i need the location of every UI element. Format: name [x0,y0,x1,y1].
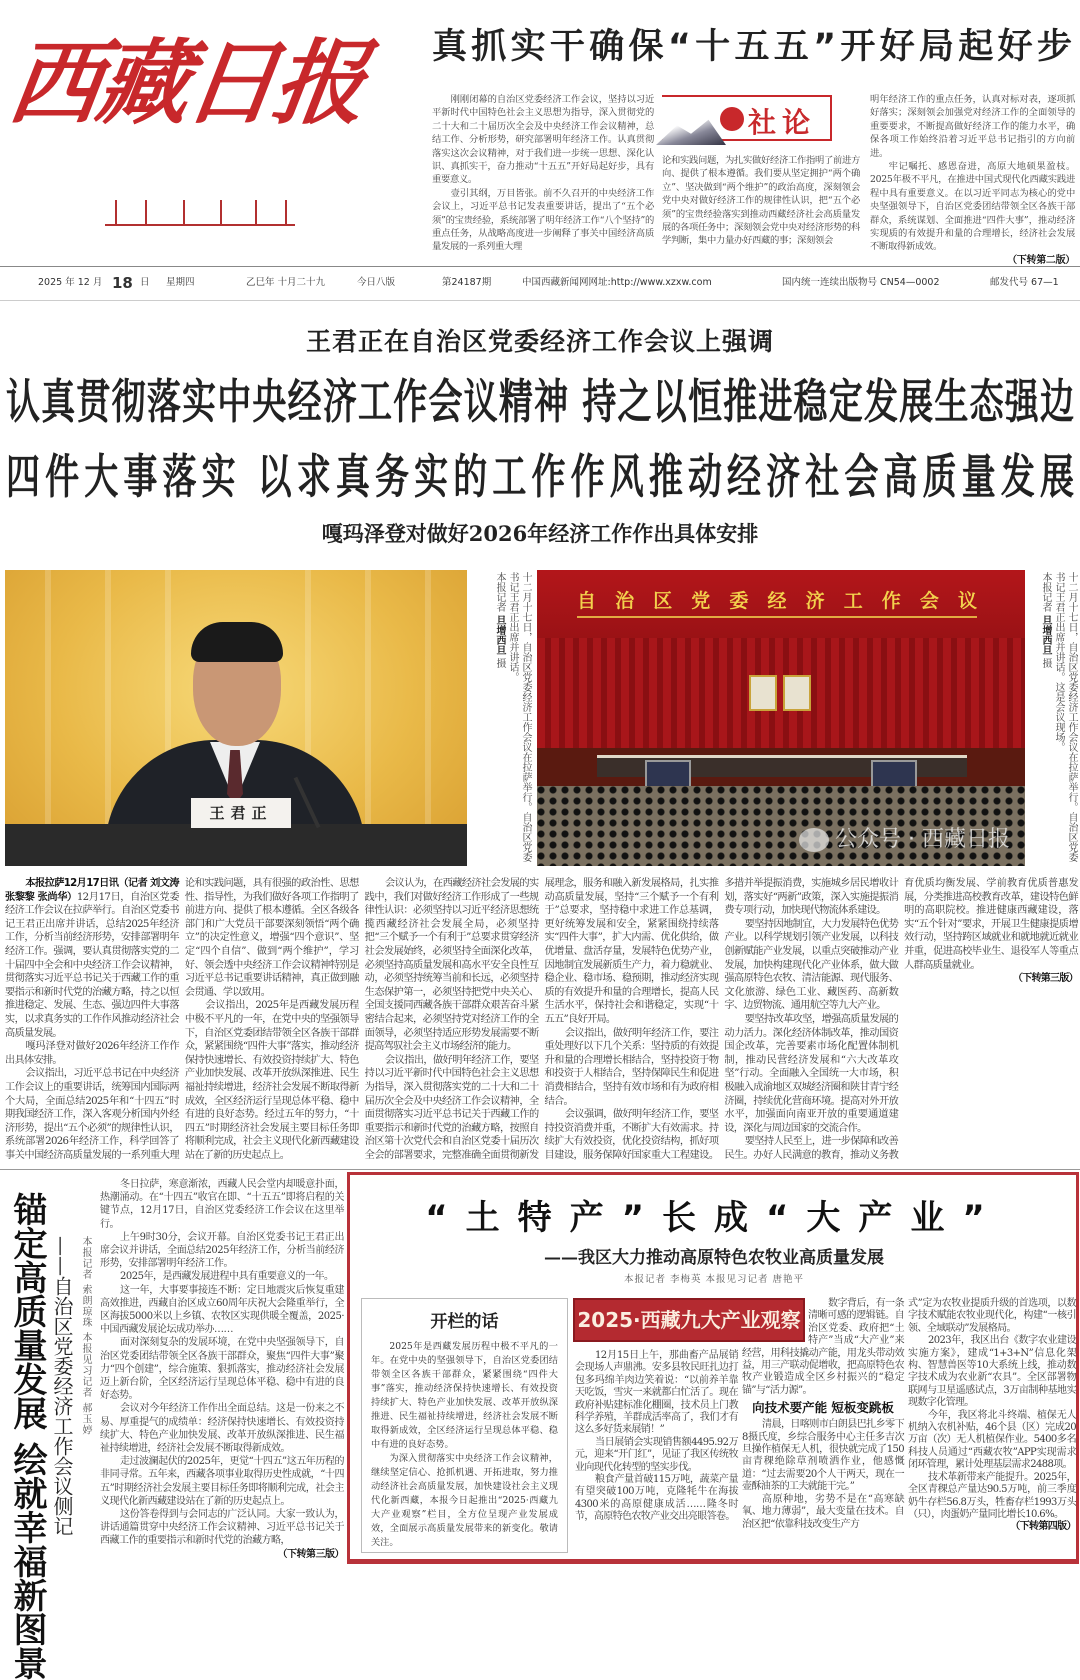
side-headline: 锚定高质量发展 绘就幸福新图景 [7,1192,47,1680]
divider [0,1169,1080,1170]
column-intro-box: 开栏的话 2025年是西藏发展历程中极不平凡的一年。在党中央的坚强领导下，自治区党委团结带领全区各族干部群众，紧紧围绕“四件大事”落实，推动经济保持快速增长、有效投资持续扩大、特色产业加快发展、改革开放纵深推进、民生福祉持续增进，经济社会发展不断取得新成效，全区经济运行呈现总体平稳、稳中有进的良好态势。 为深入贯彻落实中央经济工作会议精神，继续坚定信心、抢抓机遇、开拓进取，努力推动经济社会高质量发展，加快建设社会主义现代化新西藏，本报今日起推出“2025·西藏九大产业观察”栏目，全方位呈现产业发展成效，全面展示高质量发展带来的新变化。敬请关注。 [361,1298,568,1553]
lead-headline-line1: 认真贯彻落实中央经济工作会议精神 持之以恒推进稳定发展生态强边 [6,375,1074,431]
continued-note: （下转第三版） [277,1548,344,1560]
editorial-column-3: 明年经济工作的重点任务，认真对标对表，逐项抓好落实；深刻领会加强党对经济工作的全面领导的重要要求，不断提高做好经济工作的能力水平，确保各项工作始终沿着习近平总书记指引的方向前进。 牢记嘱托、感恩奋进，高原大地硕果盈枝。2025年极不平凡，在推进中国式现代化西藏实践进程中具有重要意义。在以习近平同志为核心的党中央坚强领导下，自治区党委团结带领全区各族干部群众，系统谋划、全面推进“四件大事”，推动经济实现质的有效提升和量的合理增长，经济社会发展不断取得新成效。 （下转第二版） [870,94,1075,266]
lead-subhead: 嘎玛泽登对做好2026年经济工作作出具体安排 [321,521,759,546]
continued-note: （下转第四版） [1010,1521,1076,1533]
editorial-column-1 [432,93,654,263]
column-banner: 2025·西藏九大产业观察 [573,1298,805,1342]
dateline: 本报拉萨12月17日讯（记者 刘文涛 张黎黎 张尚华） [5,878,179,903]
hall-banner: 自治区党委经济工作会议 [577,590,977,612]
newspaper-logo: 西藏日报 [2,29,370,137]
nameplate: 王君正 [191,798,291,828]
lead-article-body: 本报拉萨12月17日讯（记者 刘文涛 张黎黎 张尚华）12月17日，自治区党委经济工作会议在拉萨举行。自治区党委书记王君正出席并讲话，总结2025年经济工作，分析当前经济形势，安排部署明年经济工作。强调，要认真贯彻落实党的二十届四中全会和中央经济工作会议精神，贯彻落实习近平总书记关于西藏工作的重要指示和新时代党的治藏方略，持之以恒推进稳定、发展、生态、强边四件大事落实，以求真务实的工作作风推动经济社会高质量发展。 嘎玛泽登对做好2026年经济工作作出具体安排。 会议指出，习近平总书记在中央经济工作会议上的重要讲话，统筹国内国际两个大局，全面总结2025年和“十四五”时期我国经济工作，深入客观分析国内外经济形势，提出“五个必须”的规律性认识，系统部署2026年经济工作，科学回答了事关中国经济高质量发展的一系列重大理论和实践问题，具有很强的政治性、思想性、指导性，为我们做好各项工作指明了前进方向、提供了根本遵循。全区各级各部门和广大党员干部要深刻领悟“两个确立”的决定性意义，增强“四个意识”、坚定“四个自信”、做到“两个维护”，学习好、领会透中央经济工作会议精神特别是习近平总书记重要讲话精神，真正做到融会贯通、学以致用。 会议指出，2025年是西藏发展历程中极不平凡的一年，在党中央的坚强领导下，自治区党委团结带领全区各族干部群众，紧紧围绕“四件大事”落实，推动经济保持快速增长、有效投资持续扩大、特色产业加快发展、改革开放纵深推进、民生福祉持续增进，经济社会发展不断取得新成效，全区经济运行呈现总体平稳、稳中有进的良好态势。经过五年的努力，“十四五”时期经济社会发展主要目标任务即将顺利完成，社会主义现代化新西藏建设站在了新的历史起点上。 会议认为，在西藏经济社会发展的实践中，我们对做好经济工作形成了一些规律性认识：必须坚持以习近平经济思想统揽西藏经济社会发展全局，必须坚持把“三个赋予一个有利于”总要求贯穿经济社会发展始终，必须坚持全面深化改革，必须坚持高质量发展和高水平安全良性互动，必须坚持统筹当前和长远，必须坚持生态保护第一，必须坚持把党中央关心、全国支援同西藏各族干部群众艰苦奋斗紧密结合起来，必须坚持党对经济工作的全面领导，必须坚持适应形势发展需要不断提高驾驭社会主义市场经济的能力。 会议指出，做好明年经济工作，要坚持以习近平新时代中国特色社会主义思想为指导，深入贯彻落实党的二十大和二十届历次全会及中央经济工作会议精神，全面贯彻落实习近平总书记关于西藏工作的重要指示和新时代党的治藏方略，按照自治区第十次党代会和自治区党委十届历次全会的部署要求，完整准确全面贯彻新发展理念，服务和融入新发展格局，扎实推动高质量发展，坚持“三个赋予一个有利于”总要求，坚持稳中求进工作总基调，更好统筹发展和安全，紧紧围绕持续落实“四件大事”，扩大内需、优化供给，做优增量、盘活存量，发展特色优势产业，因地制宜发展新质生产力，着力稳就业、稳企业、稳市场、稳预期，推动经济实现质的有效提升和量的合理增长，提高人民生活水平，保持社会和谐稳定，实现“十五五”良好开局。 会议指出，做好明年经济工作，要注重处理好以下几个关系：坚持质的有效提升和量的合理增长相结合，坚持投资于物和投资于人相结合，坚持保障民生和促进消费相结合，坚持有效市场和有为政府相结合。 会议强调，做好明年经济工作，要坚持投资消费并重，不断扩大有效需求。持续扩大有效投资，优化投资结构，抓好项目建设，服务保障好国家重大工程建设。多措并举提振消费，实施城乡居民增收计划，落实好“两新”政策，深入实施提振消费专项行动，加快现代物流体系建设。 要坚持因地制宜，大力发展特色优势产业。以科学规划引领产业发展，以科技创新赋能产业发展，以重点突破推动产业发展，加快构建现代化产业体系，做大做强高原特色农牧、清洁能源、现代服务、文化旅游、绿色工业、藏医药、高新数字、边贸物流、通用航空等九大产业。 要坚持改革攻坚，增强高质量发展的动力活力。深化经济体制改革，推动国资国企改革，完善要素市场化配置体制机制，推动民营经济发展和“六大改革攻坚”行动。全面融入全国统一大市场，积极融入成渝地区双城经济圈和陕甘青宁经济圈，持续优化营商环境。提高对外开放水平，加强面向南亚开放的重要通道建设，深化与周边国家的交流合作。 要坚持人民至上，进一步保障和改善民生。办好人民满意的教育，推动义务教育优质均衡发展、学前教育优质普惠发展，分类推进高校教育改革，建设特色鲜明的高职院校。推进健康西藏建设，落实“五个针对”要求，开展卫生健康提质增效行动，坚持跨区域就业和就地就近就业并重，促进高校毕业生、退役军人等重点人群高质量就业。 （下转第三版） [5,878,1078,1161]
lead-kicker: 王君正在自治区党委经济工作会议上强调 [305,327,774,356]
editorial-column-2: 论和实践问题，为扎实做好经济工作指明了前进方向、提供了根本遵循。我们要从坚定拥护“两个确立”、坚决做到“两个维护”的政治高度，深刻领会党中央对做好经济工作的规律性认识，把“五个必须”的宝贵经验落实到推动西藏经济社会高质量发展的各项任务中；深刻领会党中央对经济形势的科学判断，集中力量办好西藏的事；深刻领会 [662,155,860,247]
section-heading: 向技术要产能 短板变跳板 [752,1400,894,1416]
watermark: 公众号 · 西藏日报 [799,820,1019,860]
agri-column-c: 式”定为农牧业提质升级的首选项，以数字技术赋能农牧业现代化，构建“一核引领、全域联动”发展格局。 2023年，我区出台《数字农业建设实施方案》，建成“1+3+N”信息化架构、智慧兽医等10大系统上线，推动数字技术成为农业新“农具”。全区部署物联网与卫星遥感试点，3万亩制种基地实现数字化管理。 今年，我区将北斗终端、植保无人机纳入农机补贴，46个县（区）完成20万亩（次）无人机植保作业。5400多名科技人员通过“西藏农牧”APP实现需求闭环管理，累计处理基层需求2488项。 技术革新带来产能提升。2025年，全区青稞总产量达90.5万吨，前三季度奶牛存栏56.8万头，牲畜存栏1993万头（只），肉蛋奶产量同比增长10.6%。 （下转第四版） [908,1298,1076,1533]
editorial-label: 社论 [748,106,817,139]
agri-byline: 本报记者 李梅英 本报见习记者 唐艳平 [623,1274,805,1285]
meeting-hall-photo [537,570,1025,866]
agri-column-a: 12月15日上午，那曲畜产品展销会现场人声鼎沸。安多县牧民旺扎边打包多玛绵羊肉边笑着说：“以前养羊靠天吃饭，雪灾一来就都白忙活了。现在政府补贴建标准化棚圈，技术员上门教科学养殖，羊群成活率高了，我们才有这么多好货来展销！” 当日展销会实现销售额4495.92万元，迎来“开门红”，见证了我区传统牧业向现代化转型的坚实步伐。 粮食产量首破115万吨，蔬菜产量有望突破100万吨，克隆牦牛在海拔4300米的高原健康成活……隆冬时节，高原特色农牧产业交出亮眼答卷。 [575,1350,738,1523]
side-article-body: 冬日拉萨，寒意渐浓，西藏人民会堂内却暖意扑面，热潮涌动。在“十四五”收官在即、“十五五”即将启程的关键节点，12月17日，自治区党委经济工作会议在这里举行。 上午9时30分，会议开幕。自治区党委书记王君正出席会议并讲话，全面总结2025年经济工作，分析当前经济形势，安排部署明年经济工作。 2025年，是西藏发展进程中具有重要意义的一年。 这一年，大事要事接连不断：定日地震灾后恢复重建高效推进，西藏自治区成立60周年庆祝大会隆重举行，全区海拔5000米以上乡镇、农牧区实现供暖全覆盖，2025·中国西藏发展论坛成功举办…… 面对深刻复杂的发展环境，在党中央坚强领导下，自治区党委团结带领全区各族干部群众，聚焦“四件大事”聚力“四个创建”，综合施策、狠抓落实，推动经济社会发展迈上新台阶，全区经济运行呈现总体平稳、稳中有进的良好态势。 会议对今年经济工作作出全面总结。这是一份来之不易、厚重提气的成绩单：经济保持快速增长、有效投资持续扩大、特色产业加快发展、改革开放纵深推进、民生福祉持续增进，经济社会发展不断取得新成效。 走过波澜起伏的2025年，更觉“十四五”这五年历程的非同寻常。五年来，西藏各项事业取得历史性成就，“十四五”时期经济社会发展主要目标任务即将顺利完成，社会主义现代化新西藏建设站在了新的历史起点上。 这份答卷得到与会同志的广泛认同。大家一致认为，讲话通篇贯穿中央经济工作会议精神、习近平总书记关于西藏工作的重要指示和新时代党的治藏方略， （下转第三版） [100,1179,344,1560]
photo2-caption: 十二月十七日，自治区党委经济工作会议在拉萨举行。自治区党委书记王君正出席并讲话。这是会议现场。 本报记者 旦增西旦 摄 [1040,572,1077,862]
info-bar: 2025 年 12 月 18 日 星期四 乙巳年 十月二十九 今日八版 第24187期 中国西藏新闻网网址:http://www.xzxw.com 国内统一连续出版物号 CN54—0002 邮发代号 67—1 [38,274,1059,292]
agri-subhead: ——我区大力推动高原特色农牧业高质量发展 [544,1248,884,1268]
top-headline: 真抓实干确保“十五五”开好局起好步 [432,27,1072,67]
continued-note: （下转第二版） [1007,254,1075,266]
agri-headline: “土特产”长成“大产业” [425,1198,1003,1238]
side-byline: 本报记者 索朗琼珠 本报见习记者 郝玉婷 [80,1236,91,1436]
divider [0,266,1080,267]
emblem-icon [720,107,744,131]
side-subhead: ——自治区党委经济工作会议侧记 [50,1236,74,1536]
editorial-badge [662,95,832,141]
lead-headline-line2: 四件大事落实 以求真务实的工作作风推动经济社会高质量发展 [6,450,1074,506]
photo1-caption: 十二月十七日，自治区党委经济工作会议在拉萨举行。自治区党委书记王君正出席并讲话。 本报记者 旦增西旦 摄 [494,572,531,862]
continued-note: （下转第三版） [1012,973,1078,985]
editorial-paragraph: 刚刚闭幕的自治区党委经济工作会议，坚持以习近平新时代中国特色社会主义思想为指导，深入贯彻党的二十大和二十届历次全会及中央经济工作会议精神，总结工作、分析形势，研究部署明年经济工作。认真贯彻落实这次会议精神，对于我们进一步统一思想、深化认识、真抓实干，奋力推动“十五五”开好局起好步，具有重要意义。 [432,94,654,186]
divider [0,300,1080,301]
agri-column-b: 数字背后，有一条清晰可感的逻辑链。自治区党委、政府把“土特产”当成“大产业”来经营，用科技撬动产能，用龙头带动效益，用三产联动促增收，把高原特色农牧产业锻造成全区乡村振兴的“稳定锚”与“活力源”。 向技术要产能 短板变跳板 清晨，日喀则市白朗县巴扎乡零下8摄氏度，乡综合服务中心主任多吉次旦操作植保无人机，很快就完成了150亩青稞绝除草剂喷洒作业，他感慨道：“过去需要20个人干两天，现在一壶酥油茶的工夫就能干完。” 高原种地，劣势不是在“高寒缺氧、地力薄弱”，最大变量在技术。自治区把“依靠科技改变生产方 [742,1298,904,1530]
speaker-photo [5,570,467,866]
column-intro-title: 开栏的话 [430,1312,499,1332]
mountain-icon [656,117,726,145]
wechat-icon [799,828,829,852]
tibetan-logo-lettering [105,196,295,226]
editorial-paragraph: 壹引其纲，万目皆张。前不久召开的中央经济工作会议上，习近平总书记发表重要讲话，提出了“五个必须”的宝贵经验，系统部署了明年经济工作“八个坚持”的重点任务，从战略高度进一步阐释了事关中国经济高质量发展的一系列重大理 [432,187,654,253]
